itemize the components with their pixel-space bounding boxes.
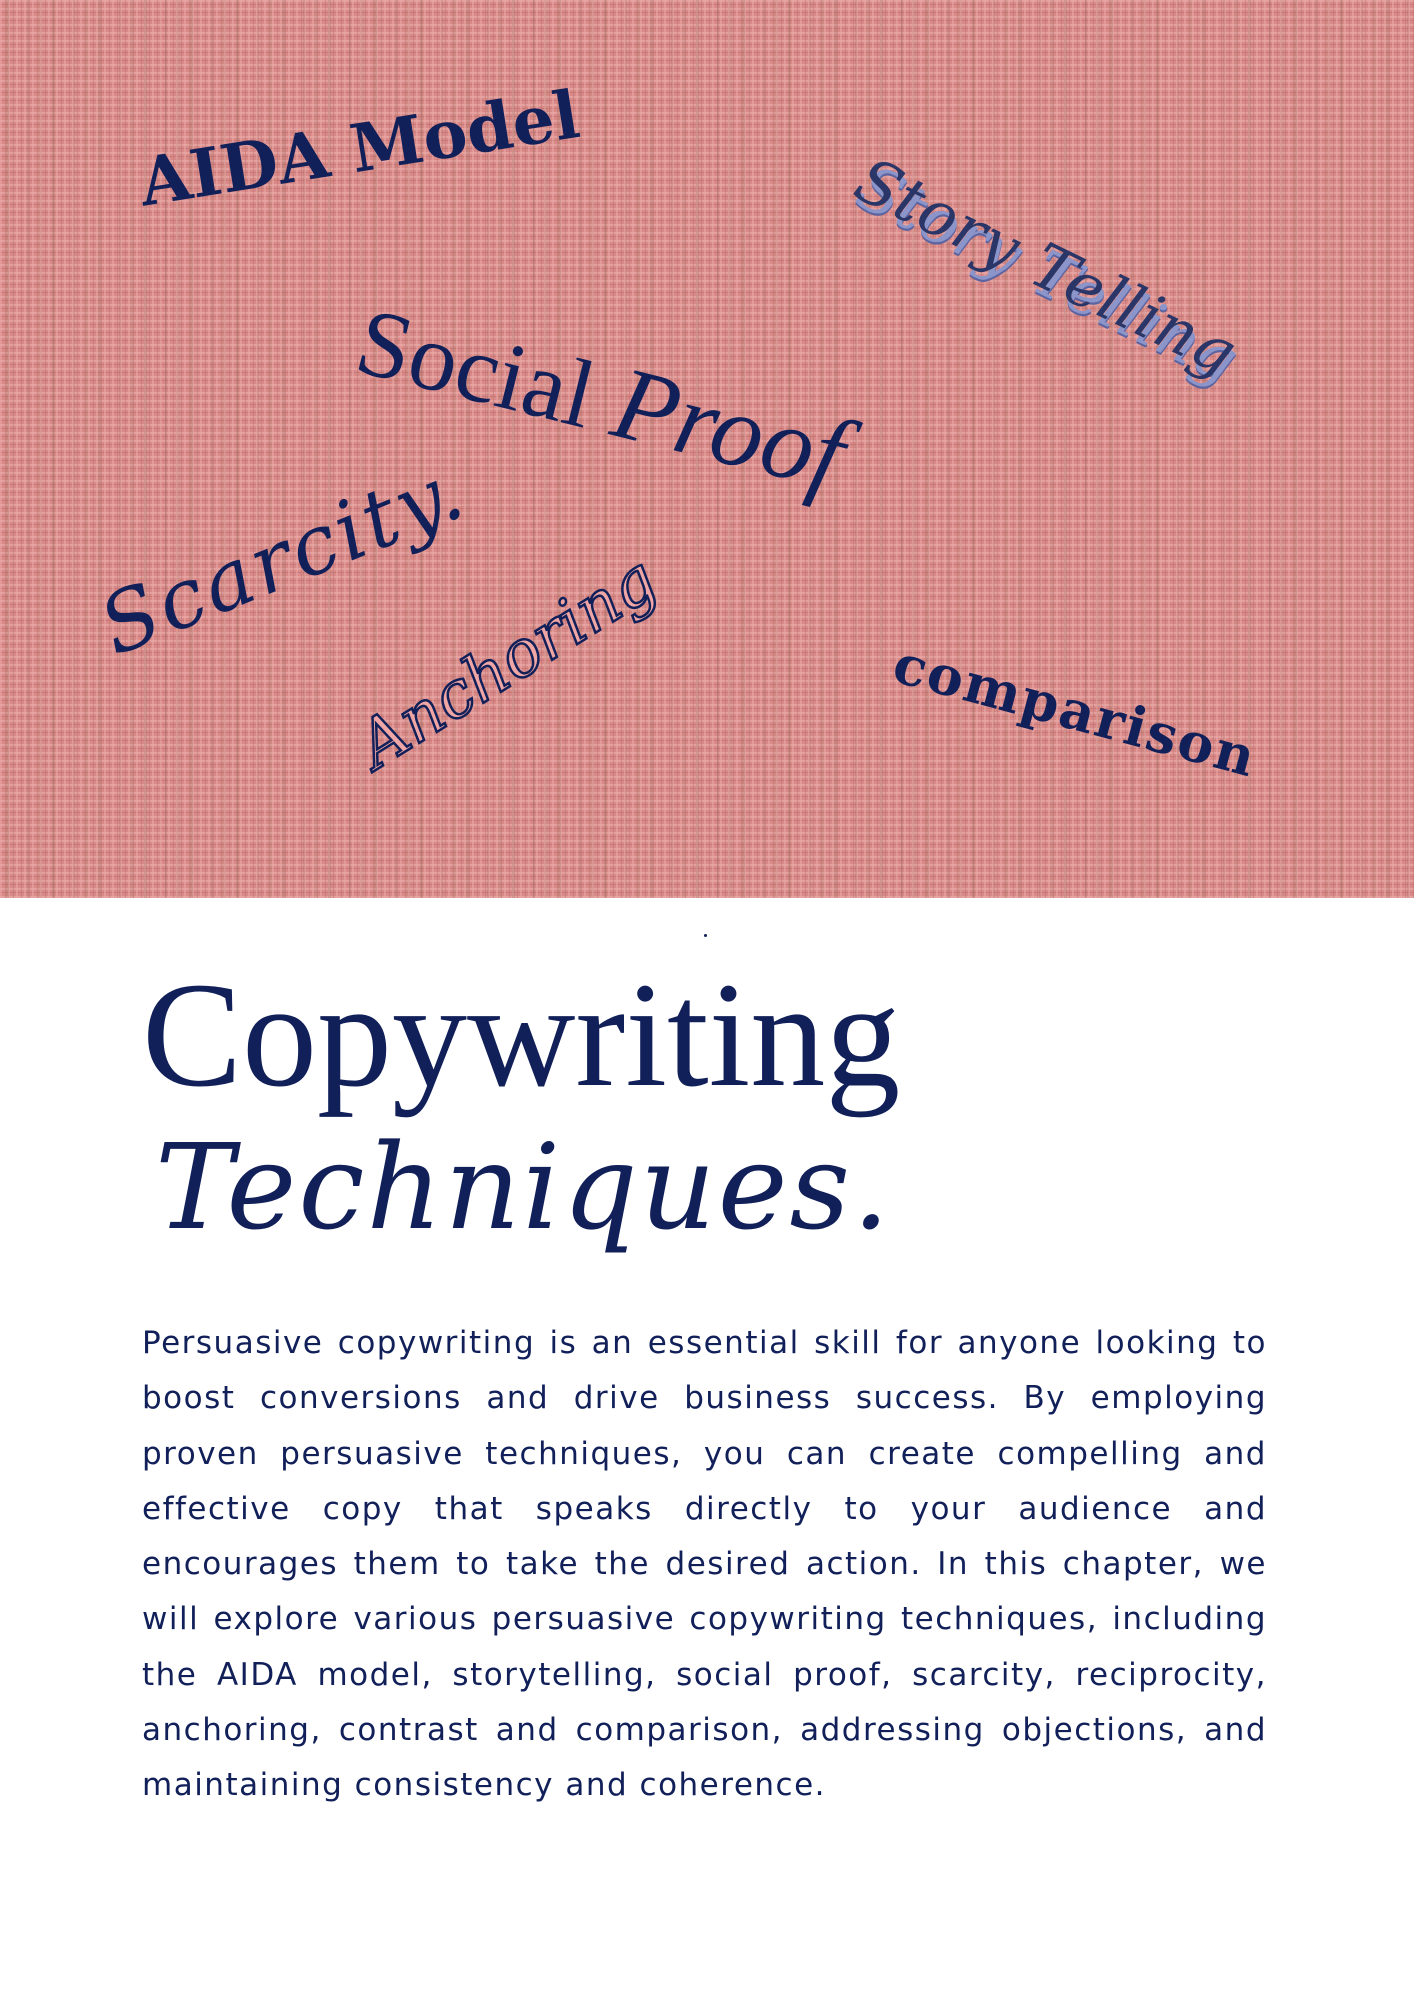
intro-paragraph: Persuasive copywriting is an essential skill for anyone looking to boost conversions and drive business success. By employing proven persuasive techniques, you can create compelling and effective copy that speaks directly to your audience and encourages them to take the desired action. In this chapter, we will explore various persuasive copywriting techniques, including the AIDA model, storytelling, social proof, scarcity, reciprocity, anchoring, contrast and comparison, addressing objections, and maintaining consistency and coherence. bbox=[142, 1325, 1267, 1804]
linen-banner bbox=[0, 0, 1414, 898]
story-telling-word: Story Telling bbox=[844, 142, 1249, 391]
page-title: Copywriting bbox=[142, 952, 901, 1118]
anchoring-word: Anchoring bbox=[345, 542, 670, 784]
social-word: Social bbox=[346, 286, 606, 449]
page-subtitle: Techniques. bbox=[155, 1118, 892, 1256]
aida-model-word: AIDA Model bbox=[133, 75, 585, 222]
separator-dot bbox=[704, 934, 707, 937]
proof-word: Proof bbox=[602, 344, 857, 513]
comparison-word: comparison bbox=[886, 631, 1264, 790]
scarcity-word: Scarcity. bbox=[87, 442, 479, 675]
